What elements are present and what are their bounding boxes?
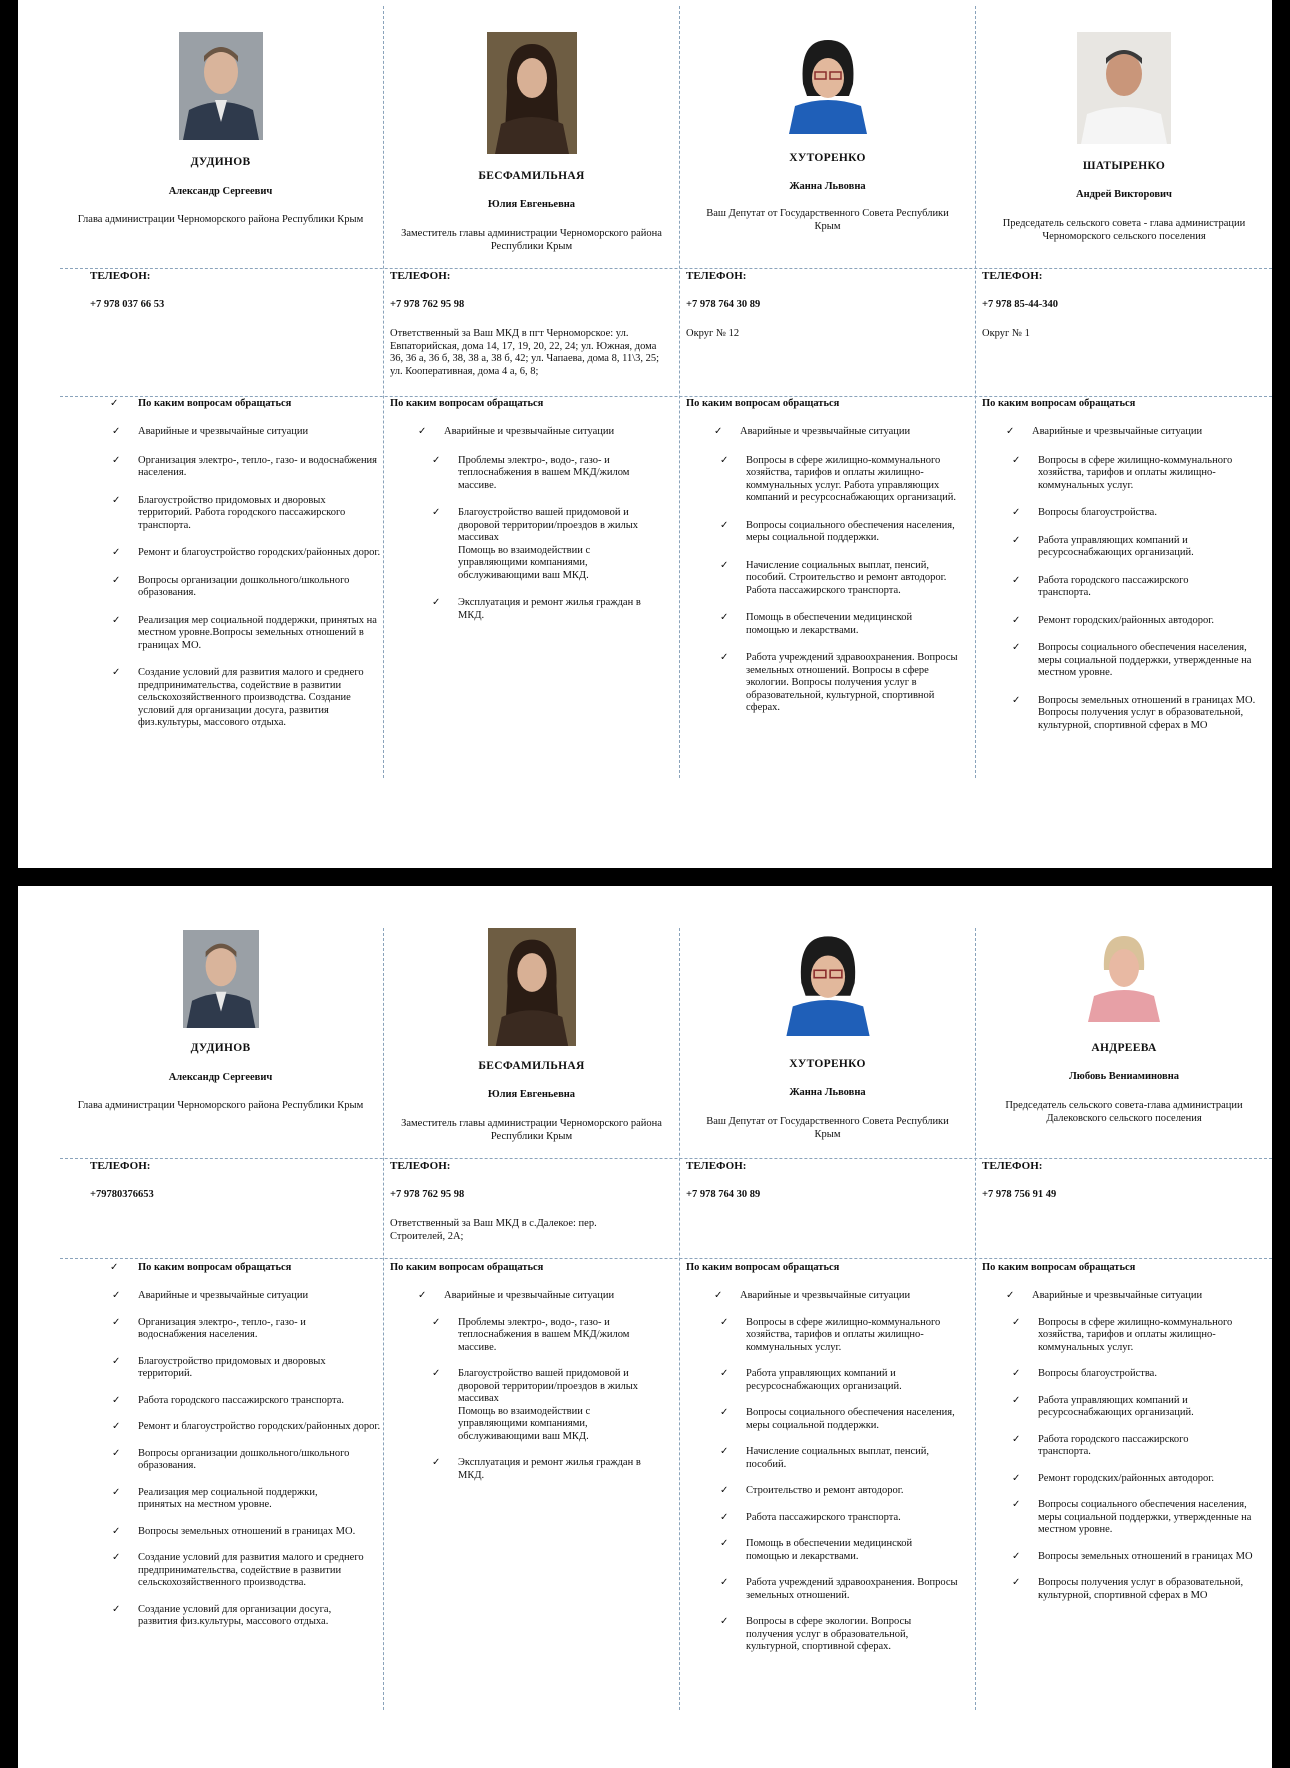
official-given-name: Юлия Евгеньевна	[487, 199, 576, 210]
check-icon: ✓	[720, 1446, 729, 1457]
official-position: Глава администрации Черноморского района Республики Крым	[77, 214, 364, 225]
check-icon: ✓	[720, 1538, 729, 1549]
check-icon: ✓	[720, 1407, 729, 1418]
portrait-photo	[780, 930, 876, 1036]
list-item: ✓ Ремонт и благоустройство городских/районных дорог.	[112, 547, 381, 558]
check-icon: ✓	[1012, 1472, 1021, 1484]
official-position: Заместитель главы администрации Черноморского района Республики Крым	[401, 1118, 662, 1142]
questions-heading: По каким вопросам обращаться	[390, 398, 544, 409]
list-item: ✓ Работа учреждений здравоохранения. Вопросы земельных отношений.	[720, 1577, 958, 1601]
official-card	[58, 0, 383, 868]
official-given-name: Александр Сергеевич	[168, 1072, 273, 1083]
check-icon: ✓	[720, 1616, 729, 1627]
list-item: ✓ Строительство и ремонт автодорог.	[720, 1485, 904, 1496]
check-icon: ✓	[112, 1421, 121, 1432]
portrait-photo	[487, 32, 577, 154]
list-item: ✓ Работа учреждений здравоохранения. Вопросы земельных отношений. Вопросы в сфере экологии. Вопросы получения услуг в образовательной, культурной, спортивной сферах.	[720, 652, 958, 713]
official-position: Ваш Депутат от Государственного Совета Республики Крым	[706, 1116, 949, 1140]
official-surname: БЕСФАМИЛЬНАЯ	[478, 170, 585, 182]
check-icon: ✓	[714, 1290, 723, 1301]
phone-label: ТЕЛЕФОН:	[982, 270, 1043, 282]
list-item: ✓ Реализация мер социальной поддержки, принятых на местном уровне.	[112, 1486, 318, 1510]
list-item: ✓ Аварийные и чрезвычайные ситуации	[714, 426, 911, 437]
check-icon: ✓	[110, 1262, 119, 1273]
check-icon: ✓	[432, 1368, 441, 1379]
official-position: Заместитель главы администрации Черноморского района Республики Крым	[401, 228, 662, 252]
phone-label: ТЕЛЕФОН:	[390, 270, 451, 282]
questions-list	[714, 426, 968, 715]
list-item: ✓ Ремонт и благоустройство городских/районных дорог.	[112, 1421, 381, 1432]
official-position: Председатель сельского совета-глава администрации Далековского сельского поселения	[1005, 1100, 1243, 1124]
official-surname: БЕСФАМИЛЬНАЯ	[478, 1060, 585, 1072]
questions-list	[112, 1290, 388, 1629]
list-item: ✓ Начисление социальных выплат, пенсий, пособий.	[720, 1446, 930, 1470]
list-item: ✓ Аварийные и чрезвычайные ситуации	[714, 1290, 911, 1301]
official-given-name: Александр Сергеевич	[168, 186, 273, 197]
phone-label: ТЕЛЕФОН:	[686, 1160, 747, 1172]
questions-heading: По каким вопросам обращаться	[982, 398, 1136, 409]
list-item: ✓ Реализация мер социальной поддержки, принятых на местном уровне.Вопросы земельных отношений в границах МО.	[112, 614, 377, 651]
list-item: ✓ Аварийные и чрезвычайные ситуации	[112, 426, 309, 437]
official-card	[976, 886, 1272, 1768]
official-card	[976, 0, 1272, 868]
list-item: ✓ Аварийные и чрезвычайные ситуации	[418, 1290, 615, 1301]
list-item: ✓ Работа управляющих компаний и ресурсоснабжающих организаций.	[1012, 1394, 1194, 1418]
check-icon: ✓	[432, 1316, 441, 1328]
list-item: ✓ Вопросы в сфере жилищно-коммунального хозяйства, тарифов и оплаты жилищно-коммунальных услуг.	[1012, 1316, 1233, 1353]
check-icon: ✓	[112, 1525, 121, 1537]
check-icon: ✓	[112, 1316, 121, 1328]
check-icon: ✓	[112, 494, 121, 506]
check-icon: ✓	[720, 652, 729, 663]
list-item: ✓ Вопросы в сфере жилищно-коммунального хозяйства, тарифов и оплаты жилищно-коммунальных услуг. Работа управляющих компаний и ресурсоснабжающих организаций.	[720, 454, 956, 503]
check-icon: ✓	[1012, 1433, 1021, 1445]
list-item: ✓ Проблемы электро-, водо-, газо- и теплоснабжения в вашем МКД/жилом массиве.	[432, 454, 630, 491]
check-icon: ✓	[432, 1457, 441, 1468]
check-icon: ✓	[432, 507, 441, 518]
portrait-photo	[783, 34, 873, 134]
check-icon: ✓	[1012, 614, 1021, 626]
list-item: ✓ Начисление социальных выплат, пенсий, пособий. Строительство и ремонт автодорог. Работа пассажирского транспорта.	[720, 559, 947, 596]
phone-label: ТЕЛЕФОН:	[90, 270, 151, 282]
check-icon: ✓	[432, 454, 441, 466]
check-icon: ✓	[720, 1577, 729, 1588]
list-item: ✓ Создание условий для организации досуга, развития физ.культуры, массового отдыха.	[112, 1603, 332, 1627]
questions-heading: По каким вопросам обращаться	[686, 398, 840, 409]
list-item: ✓ Вопросы социального обеспечения населения, меры социальной поддержки, утвержденные на местном уровне.	[1012, 1499, 1252, 1535]
phone-number[interactable]: +7 978 037 66 53	[90, 299, 165, 310]
list-item: ✓ Работа управляющих компаний и ресурсоснабжающих организаций.	[720, 1368, 902, 1392]
check-icon: ✓	[720, 1485, 729, 1496]
check-icon: ✓	[112, 1603, 121, 1615]
official-card	[384, 0, 679, 868]
official-card	[680, 886, 975, 1768]
district-note: Округ № 12	[686, 328, 740, 339]
list-item: ✓ Аварийные и чрезвычайные ситуации	[1006, 426, 1203, 437]
check-icon: ✓	[720, 1368, 729, 1379]
official-given-name: Юлия Евгеньевна	[487, 1089, 576, 1100]
official-given-name: Жанна Львовна	[789, 181, 866, 192]
district-note: Округ № 1	[982, 328, 1030, 339]
list-item: ✓ Вопросы в сфере жилищно-коммунального хозяйства, тарифов и оплаты жилищно-коммунальных услуг.	[720, 1316, 941, 1353]
check-icon: ✓	[112, 426, 121, 437]
check-icon: ✓	[112, 547, 121, 558]
phone-label: ТЕЛЕФОН:	[90, 1160, 151, 1172]
list-item: ✓ Вопросы получения услуг в образовательной, культурной, спортивной сферах в МО	[1012, 1577, 1244, 1601]
list-item: ✓ Благоустройство придомовых и дворовых территорий.	[112, 1355, 326, 1379]
check-icon: ✓	[110, 398, 119, 409]
questions-heading: По каким вопросам обращаться	[138, 398, 292, 409]
official-given-name: Жанна Львовна	[789, 1087, 866, 1098]
leaflet-page-2	[18, 886, 1272, 1768]
phone-label: ТЕЛЕФОН:	[982, 1160, 1043, 1172]
check-icon: ✓	[720, 559, 729, 571]
questions-list	[1006, 1290, 1260, 1602]
list-item: ✓ Создание условий для развития малого и среднего предпринимательства, содействие в развитии сельскохозяйственного производства.	[112, 1552, 364, 1588]
official-card	[680, 0, 975, 868]
list-item: ✓ Организация электро-, тепло-, газо- и водоснабжения населения.	[112, 454, 378, 478]
check-icon: ✓	[1012, 1316, 1021, 1328]
check-icon: ✓	[112, 454, 121, 466]
list-item: ✓ Эксплуатация и ремонт жилья граждан в МКД.	[432, 1457, 641, 1481]
check-icon: ✓	[112, 1290, 121, 1301]
phone-number[interactable]: +7 978 764 30 89	[686, 299, 761, 310]
check-icon: ✓	[1012, 1368, 1021, 1379]
check-icon: ✓	[720, 519, 729, 531]
check-icon: ✓	[1012, 642, 1021, 653]
check-icon: ✓	[1012, 1577, 1021, 1588]
official-surname: ДУДИНОВ	[190, 1042, 251, 1054]
check-icon: ✓	[112, 1355, 121, 1367]
list-item: ✓ Ремонт городских/районных автодорог.	[1012, 1472, 1215, 1484]
check-icon: ✓	[720, 1316, 729, 1328]
list-item: ✓ Работа управляющих компаний и ресурсоснабжающих организаций.	[1012, 534, 1194, 558]
official-surname: ДУДИНОВ	[190, 156, 251, 168]
check-icon: ✓	[1012, 454, 1021, 466]
check-icon: ✓	[1012, 1550, 1021, 1562]
portrait-photo	[1084, 930, 1164, 1022]
list-item: ✓ Благоустройство вашей придомовой и дворовой территории/проездов в жилых массивах Помощь во взаимодействии с управляющими компаниями, обслуживающими ваш МКД.	[432, 1368, 639, 1442]
questions-list	[112, 426, 400, 730]
list-item: ✓ Вопросы земельных отношений в границах МО.	[112, 1525, 356, 1537]
check-icon: ✓	[112, 1552, 121, 1563]
check-icon: ✓	[714, 426, 723, 437]
phone-number[interactable]: +79780376653	[90, 1189, 154, 1200]
check-icon: ✓	[112, 574, 121, 586]
official-surname: ХУТОРЕНКО	[789, 1058, 866, 1070]
official-card	[384, 886, 679, 1768]
list-item: ✓ Работа городского пассажирского транспорта.	[1012, 574, 1189, 598]
check-icon: ✓	[432, 597, 441, 608]
check-icon: ✓	[1012, 1394, 1021, 1406]
check-icon: ✓	[418, 426, 427, 437]
phone-label: ТЕЛЕФОН:	[686, 270, 747, 282]
official-card	[58, 886, 383, 1768]
portrait-photo	[179, 32, 263, 140]
responsibility-note: Ответственный за Ваш МКД в пгт Черноморское: ул. Евпаторийская, дома 14, 17, 19, 20, 22, 24; ул. Южная, дома 36, 36 а, 36 б, 38, 38 а, 38 б, 42; ул. Чапаева, дома 8, 11\3, 25; ул. Кооперативная, дома 4 а, 6, 8;	[390, 328, 660, 377]
responsibility-note: Ответственный за Ваш МКД в с.Далекое: пер. Строителей, 2А;	[390, 1218, 597, 1242]
list-item: ✓ Вопросы земельных отношений в границах МО	[1012, 1550, 1253, 1562]
questions-list	[418, 1290, 658, 1482]
list-item: ✓ Вопросы социального обеспечения населения, меры социальной поддержки.	[720, 519, 955, 543]
list-item: ✓ Помощь в обеспечении медицинской помощью и лекарствами.	[720, 1538, 913, 1562]
list-item: ✓ Эксплуатация и ремонт жилья граждан в МКД.	[432, 597, 641, 621]
phone-number[interactable]: +7 978 764 30 89	[686, 1189, 761, 1200]
check-icon: ✓	[1006, 1290, 1015, 1301]
list-item: ✓ Аварийные и чрезвычайные ситуации	[1006, 1290, 1203, 1301]
questions-list	[418, 426, 658, 622]
list-item: ✓ Работа городского пассажирского транспорта.	[1012, 1433, 1189, 1457]
list-item: ✓ Вопросы социального обеспечения населения, меры социальной поддержки.	[720, 1407, 955, 1431]
check-icon: ✓	[112, 1447, 121, 1459]
list-item: ✓ Создание условий для развития малого и среднего предпринимательства, содействие в развитии сельскохозяйственного производства. Создание условий для организации досуга, развития физ.культуры, массового отдыха.	[112, 667, 364, 728]
list-item: ✓ Благоустройство придомовых и дворовых территорий. Работа городского пассажирского транспорта.	[112, 494, 346, 531]
check-icon: ✓	[112, 667, 121, 678]
questions-heading: По каким вопросам обращаться	[686, 1262, 840, 1273]
official-given-name: Любовь Вениаминовна	[1068, 1071, 1180, 1082]
check-icon: ✓	[1012, 534, 1021, 546]
list-item: ✓ Вопросы организации дошкольного/школьного образования.	[112, 1447, 350, 1471]
list-item: ✓ Вопросы благоустройства.	[1012, 1368, 1157, 1379]
portrait-photo	[488, 928, 576, 1046]
check-icon: ✓	[720, 454, 729, 466]
phone-number[interactable]: +7 978 762 95 98	[390, 299, 465, 310]
list-item: ✓ Организация электро-, тепло-, газо- и водоснабжения населения.	[112, 1316, 306, 1340]
check-icon: ✓	[720, 612, 729, 623]
check-icon: ✓	[1012, 1499, 1021, 1510]
official-position: Ваш Депутат от Государственного Совета Республики Крым	[706, 208, 949, 232]
list-item: ✓ Проблемы электро-, водо-, газо- и теплоснабжения в вашем МКД/жилом массиве.	[432, 1316, 630, 1353]
questions-heading: По каким вопросам обращаться	[390, 1262, 544, 1273]
official-given-name: Андрей Викторович	[1076, 189, 1172, 200]
list-item: ✓ Вопросы земельных отношений в границах МО. Вопросы получения услуг в образовательной, культурной, спортивной сферах в МО	[1012, 694, 1256, 731]
list-item: ✓ Вопросы организации дошкольного/школьного образования.	[112, 574, 350, 598]
check-icon: ✓	[1006, 426, 1015, 437]
official-surname: ХУТОРЕНКО	[789, 152, 866, 164]
official-surname: АНДРЕЕВА	[1091, 1042, 1157, 1054]
questions-heading: По каким вопросам обращаться	[982, 1262, 1136, 1273]
questions-list	[1006, 426, 1260, 732]
check-icon: ✓	[1012, 574, 1021, 586]
list-item: ✓ Работа городского пассажирского транспорта.	[112, 1394, 344, 1406]
official-surname: ШАТЫРЕНКО	[1082, 160, 1166, 172]
leaflet-page-1	[18, 0, 1272, 868]
phone-number[interactable]: +7 978 756 91 49	[982, 1189, 1057, 1200]
check-icon: ✓	[112, 1394, 121, 1406]
list-item: ✓ Благоустройство вашей придомовой и дворовой территории/проездов в жилых массивах Помощь во взаимодействии с управляющими компаниями, обслуживающими ваш МКД.	[432, 507, 639, 581]
official-position: Председатель сельского совета - глава администрации Черноморского сельского поселения	[1002, 218, 1246, 242]
check-icon: ✓	[1012, 507, 1021, 518]
portrait-photo	[183, 930, 259, 1028]
check-icon: ✓	[112, 614, 121, 626]
official-position: Глава администрации Черноморского района Республики Крым	[77, 1100, 364, 1111]
portrait-photo	[1077, 32, 1171, 144]
list-item: ✓ Вопросы благоустройства.	[1012, 507, 1157, 518]
check-icon: ✓	[720, 1511, 729, 1523]
list-item: ✓ Аварийные и чрезвычайные ситуации	[418, 426, 615, 437]
check-icon: ✓	[418, 1290, 427, 1301]
check-icon: ✓	[1012, 694, 1021, 706]
list-item: ✓ Ремонт городских/районных автодорог.	[1012, 614, 1215, 626]
list-item: ✓ Вопросы социального обеспечения населения, меры социальной поддержки, утвержденные на местном уровне.	[1012, 642, 1252, 678]
list-item: ✓ Помощь в обеспечении медицинской помощью и лекарствами.	[720, 612, 913, 636]
questions-heading: По каким вопросам обращаться	[138, 1262, 292, 1273]
list-item: ✓ Аварийные и чрезвычайные ситуации	[112, 1290, 309, 1301]
list-item: ✓ Работа пассажирского транспорта.	[720, 1511, 901, 1523]
list-item: ✓ Вопросы в сфере жилищно-коммунального хозяйства, тарифов и оплаты жилищно-коммунальных услуг.	[1012, 454, 1233, 491]
phone-number[interactable]: +7 978 762 95 98	[390, 1189, 465, 1200]
check-icon: ✓	[112, 1486, 121, 1498]
list-item: ✓ Вопросы в сфере экологии. Вопросы получения услуг в образовательной, культурной, спортивной сферах.	[720, 1616, 912, 1652]
phone-number[interactable]: +7 978 85-44-340	[982, 299, 1058, 310]
phone-label: ТЕЛЕФОН:	[390, 1160, 451, 1172]
questions-list	[714, 1290, 968, 1654]
